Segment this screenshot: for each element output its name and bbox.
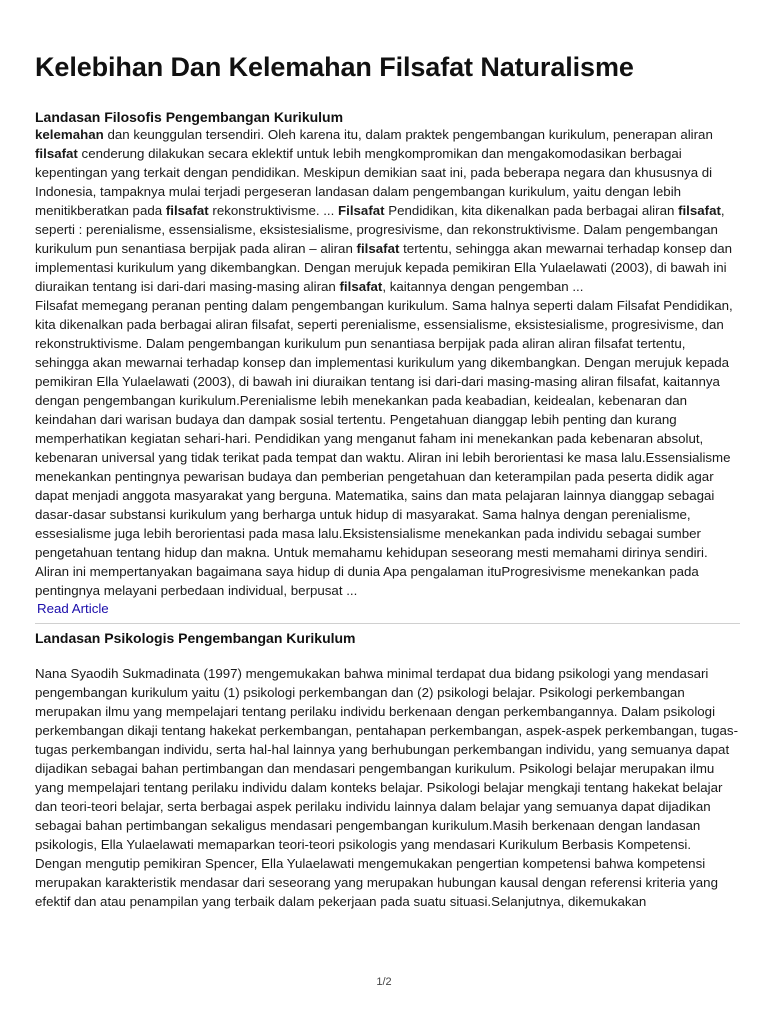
snippet-text: rekonstruktivisme. ...: [208, 203, 339, 218]
article-body: Filsafat memegang peranan penting dalam pengembangan kurikulum. Sama halnya seperti dalam Filsafat Pendidikan, kita dikenalkan pada berbagai aliran filsafat, seperti perenialisme, essensialisme, eksistesialisme, progresivisme, dan rekonstruktivisme. Dalam pengembangan kurikulum pun senantiasa berpijak pada aliran aliran filsafat tertentu, sehingga akan mewarnai terhadap konsep dan implementasi kurikulum yang dikembangkan. Dengan merujuk kepada pemikiran Ella Yulaelawati (2003), di bawah ini diuraikan tentang isi dari-dari masing-masing aliran filsafat, kaitannya dengan pengembangan kurikulum.Perenialisme lebih menekankan pada keabadian, keidealan, kebenaran dan keindahan dari warisan budaya dan dampak sosial tertentu. Pengetahuan dianggap lebih penting dan kurang memperhatikan kegiatan sehari-hari. Pendidikan yang menganut faham ini menekankan pada kebenaran absolut, kebenaran universal yang tidak terikat pada tempat dan waktu. Aliran ini lebih berorientasi ke masa lalu.Essensialisme menekankan pentingnya pewarisan budaya dan pemberian pengetahuan dan keterampilan pada peserta didik agar dapat menjadi anggota masyarakat yang berguna. Matematika, sains dan mata pelajaran lainnya dianggap sebagai dasar-dasar substansi kurikulum yang berharga untuk hidup di masyarakat. Sama halnya dengan perenialisme, essesialisme juga lebih berorientasi pada masa lalu.Eksistensialisme menekankan pada individu sebagai sumber pengetahuan tentang hidup dan makna. Untuk memahamu kehidupan seseorang mesti memahami dirinya sendiri. Aliran ini mempertanyakan bagaimana saya hidup di dunia Apa pengalaman ituProgresivisme menekankan pada pentingnya melayani perbedaan individual, berpusat ...: [35, 298, 733, 598]
read-article-link[interactable]: Read Article: [37, 601, 109, 616]
highlighted-term: kelemahan: [35, 127, 104, 142]
section-divider: [35, 623, 740, 624]
highlighted-term: filsafat: [339, 279, 383, 294]
snippet-text: , kaitannya dengan pengemban ...: [382, 279, 584, 294]
highlighted-term: filsafat: [356, 241, 400, 256]
snippet-text: tertentu, sehingga akan mewarnai terhadap konsep dan implementasi kurikulum yang dikembangkan. Dengan merujuk kepada pemikiran Ella Yulaelawati (2003), di bawah ini diuraikan tentang isi dari-dari masing-masing aliran: [35, 241, 733, 294]
search-snippet: [35, 125, 740, 296]
page-title: Kelebihan Dan Kelemahan Filsafat Naturalisme: [35, 52, 634, 82]
section-philosophical: [35, 109, 740, 618]
page-number: 1/2: [376, 976, 392, 988]
snippet-text: cenderung dilakukan secara eklektif untuk lebih mengkompromikan dan mengakomodasikan berbagai kepentingan yang terkait dengan pendidikan. Meskipun demikian saat ini, pada beberapa negara dan khususnya di Indonesia, tampaknya mulai terjadi pergeseran landasan dalam pengembangan kurikulum, yaitu dengan lebih menitikberatkan pada: [35, 146, 713, 218]
highlighted-term: Filsafat: [338, 203, 385, 218]
highlighted-term: filsafat: [35, 146, 78, 161]
snippet-text: , seperti : perenialisme, essensialisme, eksistesialisme, progresivisme, dan rekonstruktivisme. Dalam pengembangan kurikulum pun senantiasa berpijak pada aliran – aliran: [35, 203, 725, 256]
highlighted-term: filsafat: [678, 203, 721, 218]
article-body: Nana Syaodih Sukmadinata (1997) mengemukakan bahwa minimal terdapat dua bidang psikologi yang mendasari pengembangan kurikulum yaitu (1) psikologi perkembangan dan (2) psikologi belajar. Psikologi perkembangan merupakan ilmu yang mempelajari tentang perilaku individu berkenaan dengan perkembangannya. Dalam psikologi perkembangan dikaji tentang hakekat perkembangan, pentahapan perkembangan, aspek-aspek perkembangan, tugas-tugas perkembangan individu, serta hal-hal lainnya yang berhubungan perkembangan individu, yang semuanya dapat dijadikan sebagai bahan pertimbangan dan mendasari pengembangan kurikulum. Psikologi belajar merupakan ilmu yang mempelajari tentang perilaku individu dalam konteks belajar. Psikologi belajar mengkaji tentang hakekat belajar dan teori-teori belajar, serta berbagai aspek perilaku individu lainnya dalam belajar yang semuanya dapat dijadikan sebagai bahan pertimbangan sekaligus mendasari pengembangan kurikulum.Masih berkenaan dengan landasan psikologis, Ella Yulaelawati memaparkan teori-teori psikologis yang mendasari Kurikulum Berbasis Kompetensi. Dengan mengutip pemikiran Spencer, Ella Yulaelawati mengemukakan pengertian kompetensi bahwa kompetensi merupakan karakteristik mendasar dari seseorang yang merupakan hubungan kausal dengan referensi kriteria yang efektif dan atau penampilan yang terbaik dalam pekerjaan pada suatu situasi.Selanjutnya, dikemukakan: [35, 666, 739, 909]
section-psychological: [35, 630, 740, 911]
snippet-text: Pendidikan, kita dikenalkan pada berbagai aliran: [384, 203, 679, 218]
section-heading: Landasan Psikologis Pengembangan Kurikulum: [35, 630, 356, 646]
highlighted-term: filsafat: [165, 203, 209, 218]
section-heading: Landasan Filosofis Pengembangan Kurikulum: [35, 109, 344, 125]
snippet-text: dan keunggulan tersendiri. Oleh karena itu, dalam praktek pengembangan kurikulum, penerapan aliran: [103, 127, 713, 142]
